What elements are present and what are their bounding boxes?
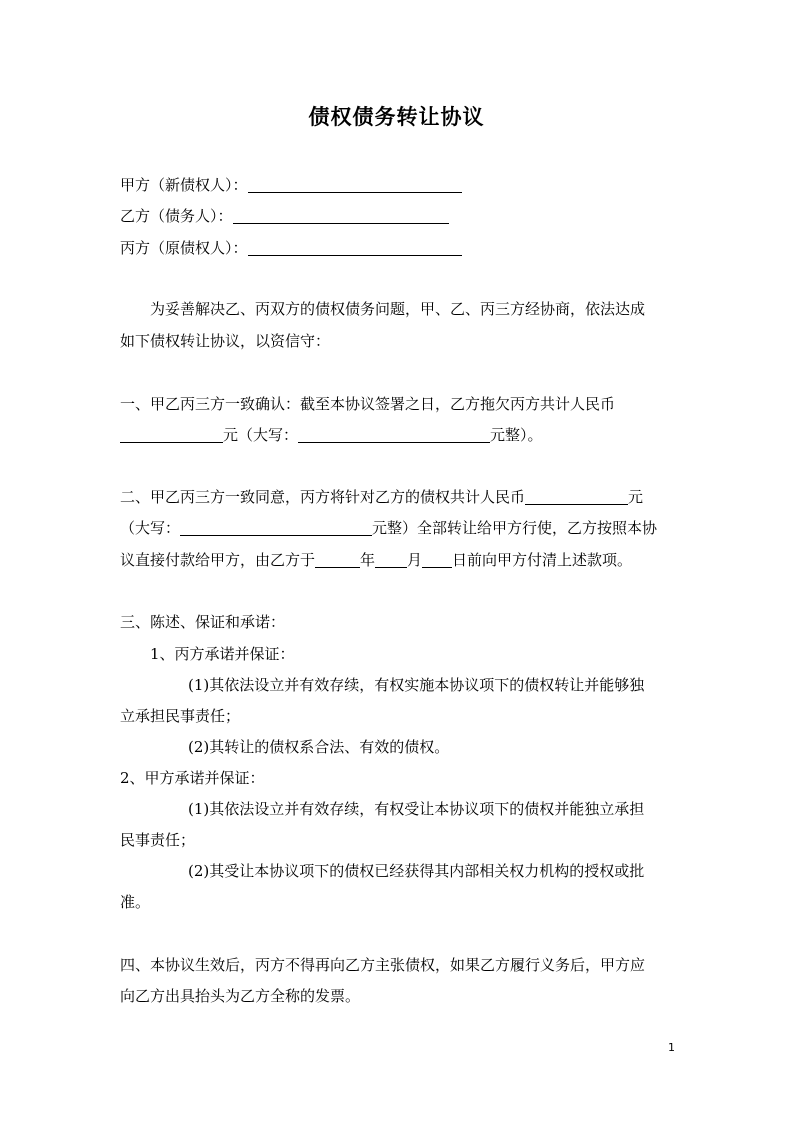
clause-2-line-3b: 日前向甲方付清上述款项。 [452, 551, 633, 569]
party-c-blank [248, 239, 462, 256]
clause-1-line-2 [120, 425, 543, 445]
clause-3-heading: 三、陈述、保证和承诺： [120, 613, 286, 631]
clause-4-line-1: 四、本协议生效后，丙方不得再向乙方主张债权，如果乙方履行义务后，甲方应 [120, 956, 646, 974]
clause-3-sub-2-item-1-line-1: (1)其依法设立并有效存续，有权受让本协议项下的债权并能独立承担 [188, 800, 645, 818]
clause-3-sub-1-item-2: (2)其转让的债权系合法、有效的债权。 [188, 738, 450, 756]
clause-3-sub-1-item-1-line-2: 立承担民事责任； [120, 707, 241, 725]
intro-line-2: 如下债权转让协议，以资信守： [120, 332, 331, 350]
year-label: 年 [360, 551, 376, 569]
month-blank [375, 551, 407, 568]
clause-4-line-2: 向乙方出具抬头为乙方全称的发票。 [120, 987, 361, 1005]
transfer-yuan-label: 元 [628, 488, 644, 506]
party-a-label: 甲方（新债权人）： [120, 176, 248, 194]
clause-3-sub-2-item-1-line-2: 民事责任； [120, 831, 196, 849]
clause-2-line-3 [120, 550, 632, 570]
daxie-label: （大写： [120, 519, 181, 537]
clause-2-line-2 [120, 518, 657, 538]
yuan-end-label: 元整）。 [490, 426, 543, 444]
amount-blank [120, 426, 223, 443]
document-title: 债权债务转让协议 [308, 104, 485, 129]
party-b-label: 乙方（债务人）： [120, 207, 233, 225]
clause-3-sub-2-item-2-line-1: (2)其受让本协议项下的债权已经获得其内部相关权力机构的授权或批 [188, 862, 645, 880]
month-label: 月 [407, 551, 423, 569]
clause-1-line-1: 一、甲乙丙三方一致确认：截至本协议签署之日，乙方拖欠丙方共计人民币 [120, 395, 616, 413]
party-a-blank [248, 176, 462, 193]
clause-3-sub-2: 2、甲方承诺并保证： [120, 769, 265, 787]
clause-3-sub-2-item-2-line-2: 准。 [120, 893, 151, 911]
party-a-line [120, 175, 462, 195]
year-blank [315, 551, 360, 568]
yuan-label: 元（大写： [223, 426, 299, 444]
transfer-amount-blank [525, 488, 628, 505]
clause-2-text: 二、甲乙丙三方一致同意，丙方将针对乙方的债权共计人民币 [120, 488, 526, 506]
transfer-words-blank [180, 519, 372, 536]
party-b-line [120, 206, 449, 226]
clause-3-sub-1-item-1-line-1: (1)其依法设立并有效存续，有权实施本协议项下的债权转让并能够独 [188, 676, 645, 694]
party-b-blank [233, 207, 449, 224]
clause-3-sub-1: 1、丙方承诺并保证： [150, 645, 295, 663]
party-c-label: 丙方（原债权人）： [120, 239, 248, 257]
clause-2-line-1 [120, 487, 643, 507]
party-c-line [120, 238, 462, 258]
intro-line-1: 为妥善解决乙、丙双方的债权债务问题，甲、乙、丙三方经协商，依法达成 [150, 300, 646, 318]
amount-words-blank [298, 426, 490, 443]
clause-2-line-2-rest: 元整）全部转让给甲方行使，乙方按照本协 [372, 519, 658, 537]
clause-2-line-3a: 议直接付款给甲方，由乙方于 [120, 551, 316, 569]
day-blank [422, 551, 452, 568]
page-number: 1 [668, 1041, 675, 1054]
